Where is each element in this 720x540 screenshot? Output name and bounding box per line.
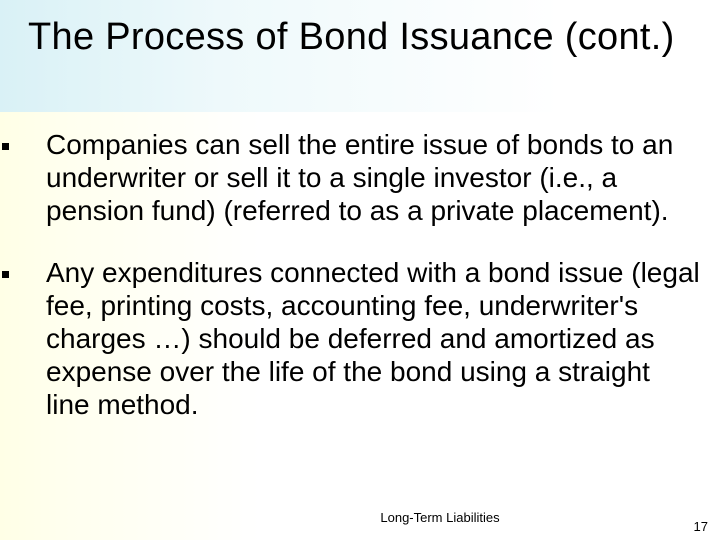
footer-text: Long-Term Liabilities [380,510,500,525]
bullet-list [0,128,720,421]
square-bullet-icon [2,271,9,278]
page-number: 17 [693,519,708,534]
bullet-item-issue-expenditures [0,256,720,421]
square-bullet-icon [2,143,9,150]
bullet-item-private-placement [0,128,720,227]
bullet-text: Companies can sell the entire issue of bonds to an underwriter or sell it to a single investor (i.e., a pension fund) (referred to as a private placement). [46,129,674,226]
slide-title: The Process of Bond Issuance (cont.) [28,16,675,58]
bullet-text: Any expenditures connected with a bond issue (legal fee, printing costs, accounting fee, underwriter's charges …) should be deferred and amortized as expense over the life of the bond using a straight line method. [46,257,700,420]
